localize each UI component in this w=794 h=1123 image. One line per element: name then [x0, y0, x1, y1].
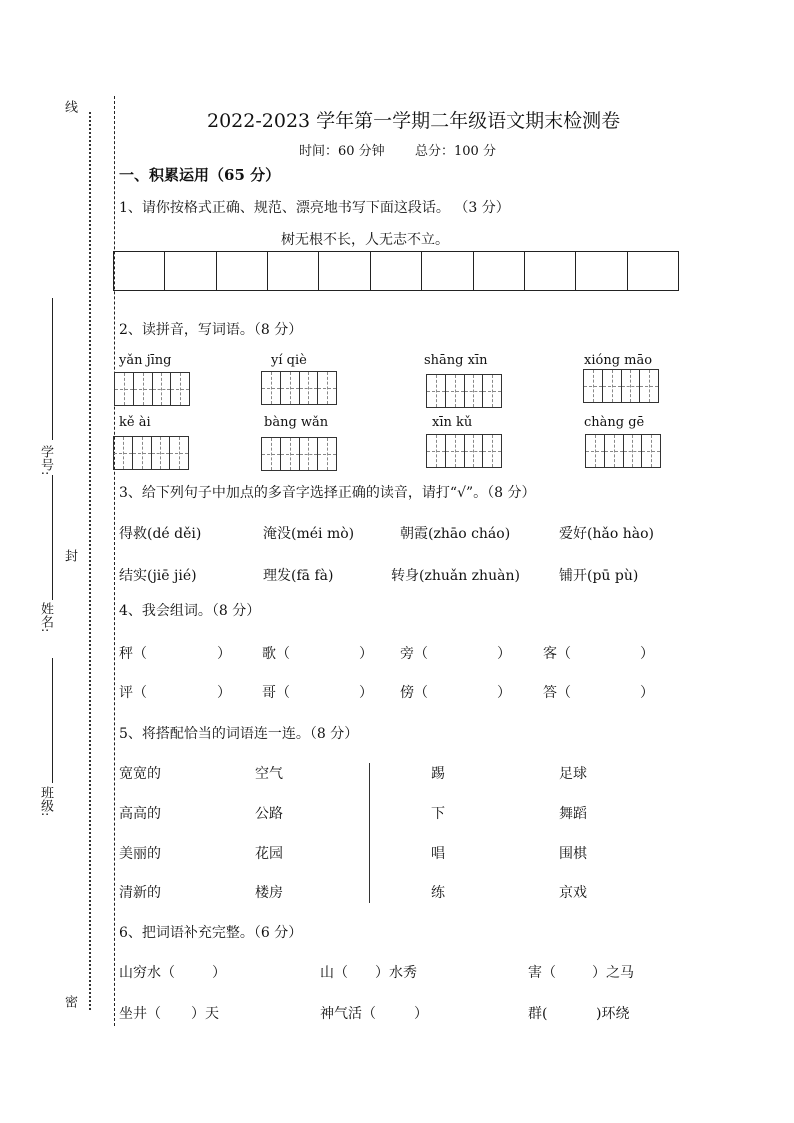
writing-box-3[interactable] [426, 374, 502, 408]
binding-dashed-line [114, 96, 115, 1026]
match-word[interactable]: 公路 [255, 806, 283, 822]
writing-box-5[interactable] [113, 436, 189, 470]
label-name: 姓名: [38, 602, 53, 633]
match-word[interactable]: 练 [431, 885, 445, 901]
writing-grid[interactable] [113, 251, 679, 291]
page-title: 2022-2023 学年第一学期二年级语文期末检测卷 [207, 110, 621, 132]
q4-title: 4、我会组词。（8 分） [119, 603, 261, 619]
idiom-part: 坐井（ [119, 1006, 161, 1022]
class-blank [52, 658, 53, 783]
q3-item[interactable]: 淹没(méi mò) [263, 526, 355, 542]
binding-dotted-line [89, 112, 91, 1010]
idiom-part: 山穷水（ [119, 965, 175, 981]
q3-item[interactable]: 转身(zhuǎn zhuàn) [391, 568, 520, 584]
margin-feng: 封 [62, 549, 77, 562]
idiom-blank[interactable]: ） [212, 965, 226, 981]
pinyin-8: chàng gē [584, 415, 645, 430]
q3-item[interactable]: 爱好(hǎo hào) [559, 526, 654, 542]
q4-blank[interactable]: ） [359, 685, 373, 701]
pinyin-2: yí qiè [271, 353, 307, 368]
match-word[interactable]: 花园 [255, 846, 283, 862]
q3-item[interactable]: 铺开(pū pù) [559, 568, 639, 584]
label-student-id: 学号: [38, 445, 53, 476]
pinyin-5: kě ài [119, 415, 151, 430]
idiom-part: 山（ [320, 965, 348, 981]
idiom-part: 害（ [528, 965, 556, 981]
idiom-blank[interactable]: ）天 [191, 1006, 219, 1022]
match-word[interactable]: 美丽的 [119, 846, 161, 862]
q3-item[interactable]: 结实(jiē jié) [119, 568, 197, 584]
match-word[interactable]: 高高的 [119, 806, 161, 822]
section-heading: 一、积累运用（65 分） [119, 166, 281, 184]
q3-item[interactable]: 朝霞(zhāo cháo) [400, 526, 511, 542]
q3-item[interactable]: 理发(fā fà) [263, 568, 334, 584]
match-word[interactable]: 唱 [431, 846, 445, 862]
pinyin-7: xīn kǔ [432, 415, 473, 430]
name-blank [52, 475, 53, 600]
idiom-blank[interactable]: ） [414, 1006, 428, 1022]
writing-box-1[interactable] [114, 372, 190, 406]
student-id-blank [52, 298, 53, 440]
q4-blank[interactable]: ） [217, 646, 231, 662]
q3-title: 3、给下列句子中加点的多音字选择正确的读音，请打“√”。（8 分） [119, 485, 536, 501]
q4-blank[interactable]: ） [217, 685, 231, 701]
exam-time: 时间：60 分钟 [299, 144, 385, 159]
pinyin-6: bàng wǎn [264, 415, 329, 430]
idiom-blank[interactable]: )环绕 [596, 1006, 630, 1022]
match-word[interactable]: 京戏 [559, 885, 587, 901]
q4-blank[interactable]: ） [640, 646, 654, 662]
q4-blank[interactable]: ） [640, 685, 654, 701]
match-word[interactable]: 下 [431, 806, 445, 822]
q3-item[interactable]: 得救(dé děi) [119, 526, 202, 542]
q6-title: 6、把词语补充完整。（6 分） [119, 925, 303, 941]
exam-total: 总分：100 分 [415, 144, 496, 159]
match-word[interactable]: 宽宽的 [119, 766, 161, 782]
match-word[interactable]: 踢 [431, 766, 445, 782]
q4-blank[interactable]: ） [359, 646, 373, 662]
q5-title: 5、将搭配恰当的词语连一连。（8 分） [119, 726, 359, 742]
q4-char: 旁（ [400, 646, 428, 662]
idiom-part: 群( [528, 1006, 548, 1022]
q4-blank[interactable]: ） [497, 646, 511, 662]
q4-char: 客（ [543, 646, 571, 662]
pinyin-3: shāng xīn [424, 353, 488, 368]
writing-box-6[interactable] [261, 437, 337, 471]
match-word[interactable]: 围棋 [559, 846, 587, 862]
writing-box-8[interactable] [585, 434, 661, 468]
idiom-part: 神气活（ [320, 1006, 376, 1022]
writing-box-2[interactable] [261, 371, 337, 405]
writing-box-4[interactable] [583, 369, 659, 403]
q1-sentence: 树无根不长，人无志不立。 [281, 232, 449, 248]
q2-title: 2、读拼音，写词语。（8 分） [119, 322, 303, 338]
idiom-blank[interactable]: ）水秀 [375, 965, 417, 981]
match-word[interactable]: 足球 [559, 766, 587, 782]
q4-char: 秤（ [119, 646, 147, 662]
q4-char: 评（ [119, 685, 147, 701]
q4-char: 哥（ [262, 685, 290, 701]
q4-char: 歌（ [262, 646, 290, 662]
match-word[interactable]: 清新的 [119, 885, 161, 901]
q4-char: 傍（ [400, 685, 428, 701]
q4-char: 答（ [543, 685, 571, 701]
q1-title: 1、请你按格式正确、规范、漂亮地书写下面这段话。 （3 分） [119, 200, 510, 216]
pinyin-4: xióng māo [584, 353, 653, 368]
matching-divider [369, 763, 370, 903]
label-class: 班级: [38, 786, 53, 817]
match-word[interactable]: 空气 [255, 766, 283, 782]
match-word[interactable]: 楼房 [255, 885, 283, 901]
margin-mi: 密 [62, 995, 77, 1008]
pinyin-1: yǎn jīng [119, 353, 172, 368]
margin-xian: 线 [62, 100, 77, 113]
writing-box-7[interactable] [426, 434, 502, 468]
idiom-blank[interactable]: ）之马 [592, 965, 634, 981]
match-word[interactable]: 舞蹈 [559, 806, 587, 822]
q4-blank[interactable]: ） [497, 685, 511, 701]
